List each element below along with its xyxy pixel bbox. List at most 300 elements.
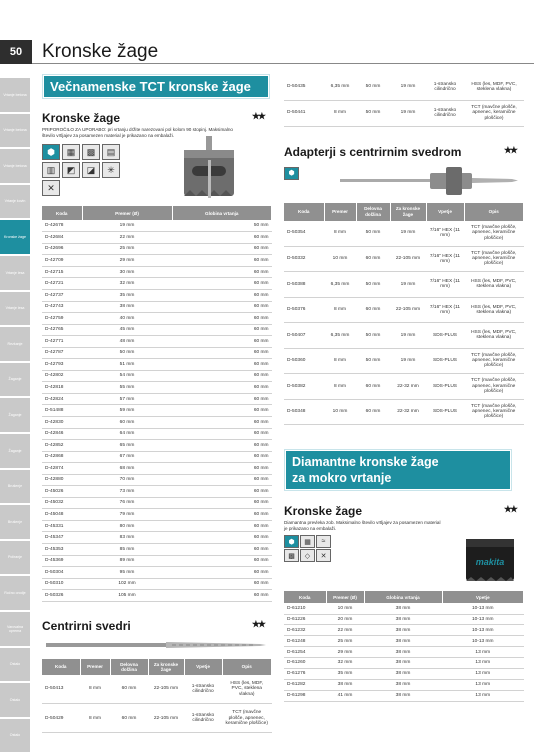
diamond-saw-image — [462, 533, 518, 587]
table-row — [42, 347, 272, 359]
table-cell: 19 mm — [390, 74, 426, 100]
table-cell: 13 mm — [442, 658, 524, 669]
section-title-centering — [42, 619, 272, 633]
table-row — [42, 532, 272, 544]
table-cell: D-42684 — [42, 232, 82, 244]
table-cell: 60 mm — [172, 347, 272, 359]
banner-title — [286, 451, 510, 489]
table-cell: 8 mm — [324, 348, 356, 374]
table-cell: 38 mm — [364, 658, 442, 669]
table-cell: 40 mm — [82, 313, 172, 325]
table-cell: D-42824 — [42, 393, 82, 405]
table-row — [284, 221, 524, 247]
table-cell: 60 mm — [172, 590, 272, 602]
table-cell: SDS-PLUS — [426, 348, 464, 374]
table-cell: 57 mm — [82, 393, 172, 405]
col-length: Delovna dolžina — [356, 203, 390, 221]
table-cell: 22-105 mm — [390, 246, 426, 272]
table-row — [42, 416, 272, 428]
table-cell: 1-stransko cilindrično — [184, 704, 222, 733]
table-cell: 68 mm — [82, 463, 172, 475]
table-cell: 60 mm — [172, 324, 272, 336]
table-row — [42, 289, 272, 301]
sidebar-tab[interactable]: Varovalna oprema — [0, 612, 30, 646]
table-cell: 25 mm — [326, 636, 364, 647]
stone-icon: ▩ — [82, 144, 100, 160]
table-cell: 19 mm — [390, 348, 426, 374]
table-row — [42, 266, 272, 278]
col-diameter: Premer — [80, 659, 110, 675]
table-cell: 60 mm — [172, 405, 272, 417]
table-cell: 38 mm — [364, 614, 442, 625]
table-cell: 10-13 mm — [442, 614, 524, 625]
table-cell: 50 mm — [356, 348, 390, 374]
banner-multipurpose — [42, 74, 270, 99]
sidebar-tab[interactable]: Vrtanje kovin — [0, 185, 30, 219]
table-cell: 102 mm — [82, 578, 172, 590]
material-icons — [42, 144, 126, 196]
table-row — [42, 324, 272, 336]
table-cell: 60 mm — [172, 393, 272, 405]
table-cell: 48 mm — [82, 336, 172, 348]
table-cell: 60 mm — [172, 382, 272, 394]
table-cell: D-45026 — [42, 486, 82, 498]
table-cell: 38 mm — [364, 690, 442, 701]
table-cell: 50 mm — [356, 221, 390, 247]
table-cell: 60 mm — [172, 416, 272, 428]
table-cell: 60 mm — [172, 578, 272, 590]
sidebar-tab[interactable]: Vrtanje lesa — [0, 256, 30, 290]
sidebar-tab[interactable]: Žaganje — [0, 363, 30, 397]
hole-saw-table — [42, 206, 272, 602]
table-cell: 60 mm — [172, 474, 272, 486]
rating-stars: ★★ — [251, 618, 264, 629]
table-cell: 38 mm — [364, 603, 442, 614]
table-row — [42, 590, 272, 602]
sidebar-tab[interactable]: Rezkanje — [0, 327, 30, 361]
table-cell: 60 mm — [172, 428, 272, 440]
section-title-text: Centrirni svedri — [42, 618, 131, 633]
table-cell: 60 mm — [172, 544, 272, 556]
table-row — [42, 440, 272, 452]
table-cell: 8 mm — [80, 675, 110, 704]
col-depth: Globina vrtanja — [172, 206, 272, 220]
table-cell: 60 mm — [356, 246, 390, 272]
table-row — [42, 243, 272, 255]
table-row — [42, 704, 272, 733]
table-cell: TCT (mavčne plošče, apnenec, keramične ploščice) — [464, 374, 524, 400]
sidebar-tab[interactable]: Vrtanje betona — [0, 149, 30, 183]
table-row — [42, 567, 272, 579]
table-cell: 60 mm — [356, 297, 390, 323]
metal-icon: ◪ — [82, 162, 100, 178]
table-cell: 7/16" HEX (11 mm) — [426, 246, 464, 272]
centering-table — [42, 659, 272, 734]
plastic-icon: ◩ — [62, 162, 80, 178]
right-column — [284, 74, 524, 702]
no-hammer-icon: ✕ — [316, 549, 331, 562]
table-cell: 60 mm — [172, 520, 272, 532]
table-cell: 51 mm — [82, 359, 172, 371]
glass-icon: ◇ — [300, 549, 315, 562]
table-cell: D-42846 — [42, 428, 82, 440]
sidebar-tab[interactable]: Brušenje — [0, 505, 30, 539]
table-row — [42, 220, 272, 232]
table-row — [284, 297, 524, 323]
sidebar-tab[interactable]: Vrtanje lesa — [0, 292, 30, 326]
table-cell: 83 mm — [82, 532, 172, 544]
table-cell: HSS (les, MDF, PVC, steklena vlakna) — [464, 297, 524, 323]
table-cell: 50 mm — [356, 323, 390, 349]
table-cell: 6,35 mm — [324, 272, 356, 298]
sidebar — [0, 78, 32, 754]
centering-drill-image — [42, 639, 268, 651]
table-cell: 10 mm — [324, 399, 356, 425]
table-cell: 8 mm — [80, 704, 110, 733]
table-cell: 10-13 mm — [442, 603, 524, 614]
table-row — [284, 74, 524, 100]
page-header — [0, 40, 534, 64]
table-cell: 60 mm — [172, 278, 272, 290]
table-cell: 54 mm — [82, 370, 172, 382]
table-cell: 60 mm — [172, 463, 272, 475]
table-cell: D-45353 — [42, 544, 82, 556]
sidebar-tab[interactable]: Brušenje — [0, 470, 30, 504]
table-cell: 60 mm — [172, 486, 272, 498]
table-cell: 65 mm — [82, 440, 172, 452]
table-cell: D-45048 — [42, 509, 82, 521]
table-cell: 38 mm — [364, 636, 442, 647]
table-cell: 13 mm — [442, 647, 524, 658]
table-row — [42, 509, 272, 521]
table-row — [42, 313, 272, 325]
table-row — [42, 451, 272, 463]
table-cell: 60 mm — [110, 675, 148, 704]
table-row — [284, 614, 524, 625]
table-cell: D-50435 — [284, 74, 324, 100]
table-cell: D-42874 — [42, 463, 82, 475]
table-cell: 95 mm — [82, 567, 172, 579]
table-cell: 60 mm — [172, 243, 272, 255]
fiberglass-icon: ✳ — [102, 162, 120, 178]
col-description: Opis — [464, 203, 524, 221]
col-for-saws: Za kronske žage — [148, 659, 184, 675]
hole-saw-image — [162, 132, 252, 200]
table-cell: D-45032 — [42, 497, 82, 509]
table-cell: 79 mm — [82, 509, 172, 521]
sidebar-tab[interactable]: Poliranje — [0, 541, 30, 575]
stone-icon: ▩ — [284, 549, 299, 562]
table-row — [42, 336, 272, 348]
table-cell: 60 mm — [172, 359, 272, 371]
table-cell: 59 mm — [82, 405, 172, 417]
table-cell: TCT (mavčne plošče, apnenec, keramične ploščice) — [464, 100, 524, 126]
table-cell: D-50332 — [284, 246, 324, 272]
hex-shank-icon: ⬢ — [284, 535, 299, 548]
table-cell: HSS (les, MDF, PVC, steklena vlakna) — [464, 323, 524, 349]
diamond-table — [284, 591, 524, 702]
table-cell: 60 mm — [172, 509, 272, 521]
plasterboard-icon: ▤ — [102, 144, 120, 160]
section-title-adapters — [284, 145, 524, 159]
table-cell: 35 mm — [326, 669, 364, 680]
table-cell: D-61260 — [284, 658, 326, 669]
table-cell: 60 mm — [172, 497, 272, 509]
col-code: Koda — [42, 659, 80, 675]
table-cell: 73 mm — [82, 486, 172, 498]
table-cell: D-61232 — [284, 625, 326, 636]
table-row — [42, 232, 272, 244]
table-cell: D-42696 — [42, 243, 82, 255]
rating-stars: ★★ — [503, 504, 516, 514]
table-cell: D-42709 — [42, 255, 82, 267]
table-cell: 60 mm — [172, 440, 272, 452]
table-cell: 22-105 mm — [148, 704, 184, 733]
table-cell: D-42759 — [42, 313, 82, 325]
sidebar-tab[interactable]: Ostalo — [0, 648, 30, 682]
table-cell: D-42743 — [42, 301, 82, 313]
section-title-text: Kronske žage — [42, 111, 121, 125]
table-cell: D-61210 — [284, 603, 326, 614]
table-cell: D-61226 — [284, 614, 326, 625]
table-cell: 60 mm — [110, 704, 148, 733]
table-cell: 80 mm — [82, 520, 172, 532]
table-cell: 38 mm — [364, 679, 442, 690]
table-cell: 60 mm — [172, 532, 272, 544]
banner-line-1: Diamantne kronske žage — [292, 455, 439, 469]
table-row — [284, 272, 524, 298]
table-row — [42, 486, 272, 498]
table-cell: 67 mm — [82, 451, 172, 463]
table-cell: D-42765 — [42, 324, 82, 336]
table-cell: 8 mm — [324, 297, 356, 323]
table-cell: 10-13 mm — [442, 636, 524, 647]
table-cell: 19 mm — [390, 272, 426, 298]
table-cell: 50 mm — [356, 74, 390, 100]
table-cell: 35 mm — [82, 289, 172, 301]
table-cell: 1-stransko cilindrično — [184, 675, 222, 704]
diamond-description: Diamantna prevleka zob. Maksimalno število vrtljajev za posamezen material je prikazano na embalaži. — [284, 520, 441, 531]
page-title: Kronske žage — [42, 41, 159, 62]
table-cell: HSS (les, MDF, PVC, steklena vlakna) — [222, 675, 272, 704]
table-row — [284, 246, 524, 272]
table-cell: 60 mm — [172, 232, 272, 244]
section-title-hole-saws — [42, 111, 272, 125]
table-cell: D-51488 — [42, 405, 82, 417]
table-row — [284, 100, 524, 126]
table-cell: 32 mm — [326, 658, 364, 669]
table-cell: D-50360 — [284, 348, 324, 374]
table-cell: SDS-PLUS — [426, 323, 464, 349]
banner-line-2: za mokro vrtanje — [292, 471, 392, 485]
table-cell: 50 mm — [356, 100, 390, 126]
table-cell: 22 mm — [82, 232, 172, 244]
table-cell: 19 mm — [390, 100, 426, 126]
table-cell: D-50407 — [284, 323, 324, 349]
table-cell: 50 mm — [82, 347, 172, 359]
table-cell: 10 mm — [324, 246, 356, 272]
sidebar-tab[interactable]: Vrtanje betona — [0, 114, 30, 148]
table-cell: HSS (les, MDF, PVC, steklena vlakna) — [464, 272, 524, 298]
table-cell: D-42721 — [42, 278, 82, 290]
table-cell: TCT (mavčne plošče, apnenec, keramične ploščice) — [464, 399, 524, 425]
table-cell: D-50382 — [284, 374, 324, 400]
table-cell: 60 mm — [82, 416, 172, 428]
table-cell: D-61298 — [284, 690, 326, 701]
table-cell: 22-105 mm — [390, 297, 426, 323]
table-row — [42, 405, 272, 417]
table-row — [284, 374, 524, 400]
table-cell: D-50441 — [284, 100, 324, 126]
table-row — [284, 647, 524, 658]
table-row — [42, 370, 272, 382]
section-title-text: Adapterji s centrirnim svedrom — [284, 144, 462, 159]
section-title-diamond — [284, 504, 524, 518]
adapters-table — [284, 203, 524, 426]
table-cell: SDS-PLUS — [426, 374, 464, 400]
no-hammer-icon: ✕ — [42, 180, 60, 196]
col-diameter: Premer (Ø) — [326, 591, 364, 603]
table-header-row — [42, 659, 272, 675]
table-cell: D-61276 — [284, 669, 326, 680]
col-shank: Vpetje — [442, 591, 524, 603]
table-cell: 38 mm — [364, 647, 442, 658]
table-header-row — [42, 206, 272, 220]
table-cell: 60 mm — [172, 289, 272, 301]
table-cell: 60 mm — [172, 451, 272, 463]
table-cell: 41 mm — [326, 690, 364, 701]
table-cell: D-42830 — [42, 416, 82, 428]
table-cell: 22-32 mm — [390, 399, 426, 425]
table-row — [284, 658, 524, 669]
table-cell: 8 mm — [324, 374, 356, 400]
table-cell: 76 mm — [82, 497, 172, 509]
sidebar-tab[interactable]: Ostalo — [0, 719, 30, 753]
table-header-row — [284, 591, 524, 603]
table-cell: 1-stransko cilindrično — [426, 100, 464, 126]
table-cell: 13 mm — [442, 690, 524, 701]
table-cell: 38 mm — [364, 625, 442, 636]
table-cell: 55 mm — [82, 382, 172, 394]
table-cell: D-50354 — [284, 221, 324, 247]
section-title-text: Kronske žage — [284, 504, 363, 518]
table-cell: 6,35 mm — [324, 74, 356, 100]
wood-icon: ▥ — [42, 162, 60, 178]
table-cell: 29 mm — [326, 647, 364, 658]
col-for-saws: Za kronske žage — [390, 203, 426, 221]
table-cell: D-42802 — [42, 370, 82, 382]
table-cell: D-50304 — [42, 567, 82, 579]
table-cell: 50 mm — [356, 272, 390, 298]
table-row — [42, 555, 272, 567]
table-cell: 7/16" HEX (11 mm) — [426, 221, 464, 247]
sidebar-tab[interactable]: Kronske žage — [0, 220, 30, 254]
table-row — [284, 669, 524, 680]
table-cell: D-50348 — [284, 399, 324, 425]
table-cell: 60 mm — [172, 336, 272, 348]
sidebar-tab[interactable]: Žaganje — [0, 398, 30, 432]
hex-shank-icon: ⬢ — [284, 167, 299, 180]
col-description: Opis — [222, 659, 272, 675]
table-cell: D-50326 — [42, 590, 82, 602]
table-cell: 38 mm — [82, 301, 172, 313]
rating-stars: ★★ — [251, 111, 264, 121]
table-cell: D-61248 — [284, 636, 326, 647]
tile-icon: ▦ — [62, 144, 80, 160]
col-diameter: Premer — [324, 203, 356, 221]
table-cell: D-61254 — [284, 647, 326, 658]
table-cell: 22-105 mm — [148, 675, 184, 704]
col-diameter: Premer (Ø) — [82, 206, 172, 220]
table-cell: 7/16" HEX (11 mm) — [426, 297, 464, 323]
table-cell: 60 mm — [356, 399, 390, 425]
table-cell: 20 mm — [326, 614, 364, 625]
table-cell: 85 mm — [82, 544, 172, 556]
table-cell: 50 mm — [172, 220, 272, 232]
tile-icon: ▦ — [300, 535, 315, 548]
table-cell: 19 mm — [390, 221, 426, 247]
table-cell: D-45347 — [42, 532, 82, 544]
sidebar-tab[interactable]: Ostalo — [0, 683, 30, 717]
table-row — [42, 393, 272, 405]
table-cell: D-50310 — [42, 578, 82, 590]
brand-logo: makita — [475, 557, 505, 568]
table-row — [284, 323, 524, 349]
sidebar-tab[interactable]: Žaganje — [0, 434, 30, 468]
table-cell: 30 mm — [82, 266, 172, 278]
table-cell: 60 mm — [172, 266, 272, 278]
sidebar-tab[interactable]: Vrtanje betona — [0, 78, 30, 112]
table-cell: D-42868 — [42, 451, 82, 463]
table-cell: D-42852 — [42, 440, 82, 452]
usage-instructions: PRIPOROČILO ZA UPORABO: pri vrtanju držite narezovani pol kolom 90 stopinj. Maksimalno število vrtljajev za posamezen material je prikazano na embalaži. — [42, 127, 233, 138]
table-cell: D-50429 — [42, 704, 80, 733]
table-cell: 22-32 mm — [390, 374, 426, 400]
table-cell: 8 mm — [324, 100, 356, 126]
table-cell: D-50413 — [42, 675, 80, 704]
table-row — [42, 301, 272, 313]
table-row — [42, 463, 272, 475]
col-code: Koda — [284, 203, 324, 221]
table-row — [284, 679, 524, 690]
banner-title: Večnamenske TCT kronske žage — [44, 76, 268, 97]
table-cell: 60 mm — [172, 370, 272, 382]
table-row — [284, 348, 524, 374]
table-header-row — [284, 203, 524, 221]
table-row — [284, 690, 524, 701]
table-cell: 19 mm — [82, 220, 172, 232]
table-cell: 29 mm — [82, 255, 172, 267]
left-column — [42, 74, 272, 733]
table-cell: D-42678 — [42, 220, 82, 232]
table-cell: D-42787 — [42, 347, 82, 359]
table-cell: 60 mm — [172, 567, 272, 579]
table-row — [42, 544, 272, 556]
table-row — [284, 399, 524, 425]
table-row — [42, 382, 272, 394]
table-cell: 25 mm — [82, 243, 172, 255]
table-row — [42, 255, 272, 267]
table-cell: 8 mm — [324, 221, 356, 247]
sidebar-tab[interactable]: Ročno orodje — [0, 576, 30, 610]
table-cell: 60 mm — [172, 555, 272, 567]
banner-diamond — [284, 449, 512, 491]
table-row — [42, 474, 272, 486]
col-length: Delovna dolžina — [110, 659, 148, 675]
table-cell: 13 mm — [442, 669, 524, 680]
table-cell: 60 mm — [172, 301, 272, 313]
table-cell: D-50376 — [284, 297, 324, 323]
